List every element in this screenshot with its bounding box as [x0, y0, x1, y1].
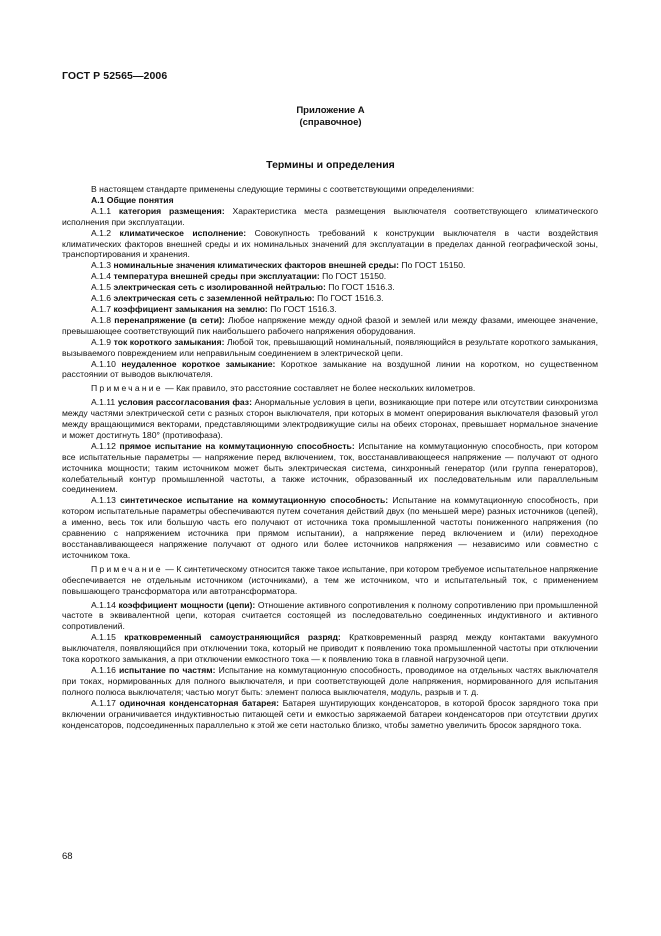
term-number: А.1.1 [91, 205, 112, 216]
term-name: одиночная конденсаторная батарея: [119, 697, 280, 708]
term-paragraph [62, 698, 598, 731]
term-definition: По ГОСТ 1516.3. [317, 293, 384, 304]
term-number: А.1.3 [91, 260, 112, 271]
term-paragraph [62, 495, 598, 560]
term-number: А.1.15 [91, 632, 116, 643]
subsection-heading: А.1 Общие понятия [91, 194, 174, 205]
terms-group-1 [62, 206, 598, 381]
term-name: испытание по частям: [119, 664, 216, 675]
appendix-subtitle: (справочное) [299, 117, 362, 128]
term-name: климатическое исполнение: [119, 227, 247, 238]
terms-group-2 [62, 397, 598, 561]
term-name: электрическая сеть с изолированной нейтралью: [113, 282, 326, 293]
section-title: Термины и определения [266, 159, 395, 171]
term-name: синтетическое испытание на коммутационную способность: [120, 495, 389, 506]
term-number: А.1.10 [91, 358, 116, 369]
term-definition: Анормальные условия в цепи, возникающие при потере или отсутствии синхронизма между частями электрической сети с разных сторон выключателя, при которых в момент оперирования выключателя фазовый угол между вращающимися векторами, представляющими электродвижущие силы на обеих сторонах, превышает нормальное значение и может достигнуть 180° (противофаза). [62, 397, 599, 440]
term-name: ток короткого замыкания: [113, 336, 225, 347]
term-name: категория размещения: [118, 205, 225, 216]
term-number: А.1.8 [91, 314, 112, 325]
term-paragraph [62, 260, 598, 271]
term-definition: По ГОСТ 15150. [322, 271, 387, 282]
appendix-title: Приложение А [296, 105, 365, 116]
term-definition: Любое напряжение между одной фазой и землей или между фазами, имеющее значение, превышающее соответствующий пик наибольшего рабочего напряжения оборудования. [62, 314, 599, 336]
term-definition: По ГОСТ 1516.3. [328, 282, 395, 293]
term-definition: Любой ток, превышающий номинальный, появляющийся в результате короткого замыкания, вызываемого повреждением или неправильным соединением в электрической цепи. [62, 336, 598, 358]
document-code: ГОСТ Р 52565—2006 [62, 70, 168, 82]
term-paragraph [62, 359, 598, 381]
term-name: номинальные значения климатических факторов внешней среды: [113, 260, 400, 271]
page-number: 68 [62, 851, 73, 862]
term-paragraph [62, 282, 598, 293]
term-number: А.1.7 [91, 303, 112, 314]
term-paragraph [62, 293, 598, 304]
term-paragraph [62, 600, 598, 633]
note-paragraph-1 [62, 383, 598, 394]
term-name: электрическая сеть с заземленной нейтралью: [113, 293, 315, 304]
term-definition: Батарея шунтирующих конденсаторов, в которой бросок зарядного тока при включении ограничивается индуктивностью питающей сети и емкостью заряжаемой батареи конденсаторов при отсутствии других конденсаторов, подсоединенных параллельно к этой же сети настолько близко, чтобы заметно увеличить бросок зарядного тока. [62, 697, 599, 730]
term-number: А.1.16 [91, 664, 116, 675]
term-paragraph [62, 632, 598, 665]
term-name: перенапряжение (в сети): [114, 314, 225, 325]
note-text: — К синтетическому относится также такое испытание, при котором требуемое испытательное напряжение обеспечивается не отдельным источником (источниками), а тем же источником, что и испытательный ток, с применением повышающего трансформатора или автотрансформатора. [62, 563, 598, 596]
term-number: А.1.11 [91, 397, 116, 408]
intro-paragraph: В настоящем стандарте применены следующие термины с соответствующими определениями: [91, 184, 475, 194]
term-paragraph [62, 337, 598, 359]
term-number: А.1.12 [91, 440, 116, 451]
term-paragraph [62, 665, 598, 698]
term-paragraph [62, 304, 598, 315]
term-paragraph [62, 271, 598, 282]
term-paragraph [62, 206, 598, 228]
term-paragraph [62, 228, 598, 261]
term-name: неудаленное короткое замыкание: [121, 358, 276, 369]
term-name: кратковременный самоустраняющийся разряд: [124, 632, 341, 643]
document-body [62, 184, 598, 730]
term-name: коэффициент мощности (цепи): [118, 599, 256, 610]
term-paragraph [62, 441, 598, 496]
term-number: А.1.9 [91, 336, 112, 347]
term-definition: По ГОСТ 1516.3. [270, 303, 337, 314]
term-number: А.1.4 [91, 271, 112, 282]
term-definition: Отношение активного сопротивления к полному сопротивлению при промышленной частоте в эквивалентной цепи, которая считается состоящей из последовательно соединенных индуктивного и активного сопротивлений. [62, 599, 598, 632]
term-definition: Короткое замыкание на воздушной линии на коротком, но существенном расстоянии от выводов выключателя. [62, 358, 598, 380]
note-label: Примечание [91, 383, 163, 394]
term-definition: Кратковременный разряд между контактами вакуумного выключателя, появляющийся при отключении тока, который не приводит к появлению тока промышленной частоты при отключении тока короткого замыкания, а при отключении емкостного тока — к появлению тока в главной нагрузочной цепи. [62, 632, 599, 665]
term-definition: По ГОСТ 15150. [401, 260, 466, 271]
note-paragraph-2 [62, 564, 598, 597]
term-name: температура внешней среды при эксплуатации: [113, 271, 320, 282]
term-number: А.1.6 [91, 293, 112, 304]
note-label: Примечание [91, 563, 163, 574]
term-name: условия рассогласования фаз: [117, 397, 252, 408]
term-paragraph [62, 315, 598, 337]
term-definition: Испытание на коммутационную способность, при котором все испытательные параметры — напряжение перед включением, ток, восстанавливающееся напряжение — получают от одного источника мощности; таким источником может быть электрическая система, синхронный генератор (или группа генераторов), колебательный контур промышленной частоты, а также источник, образованный их последовательным или параллельным соединением. [62, 440, 599, 495]
term-name: коэффициент замыкания на землю: [113, 303, 268, 314]
term-number: А.1.13 [91, 495, 116, 506]
term-name: прямое испытание на коммутационную способность: [119, 440, 355, 451]
term-definition: Характеристика места размещения выключателя соответствующего климатического исполнения при эксплуатации. [62, 205, 598, 227]
term-number: А.1.2 [91, 227, 112, 238]
appendix-heading [0, 105, 661, 129]
term-number: А.1.14 [91, 599, 116, 610]
term-definition: Испытание на коммутационную способность, при котором испытательные параметры обеспечиваются путем сочетания действий двух (по меньшей мере) разных источников (цепей), а именно, весь ток или большую часть его получают от источника тока промышленной частоты пониженного напряжения (по сравнению с напряжением источника при прямом испытании), а напряжение перед включением и (или) переходное восстанавливающееся напряжение получают от одного или более источников напряжения — независимо или совместно с источником тока. [62, 495, 599, 560]
term-paragraph [62, 397, 598, 441]
term-number: А.1.17 [91, 697, 116, 708]
terms-group-3 [62, 600, 598, 731]
term-definition: Испытание на коммутационную способность, проводимое на отдельных частях выключателя при токах, нормированных для полного выключателя, и при соответствующей доле напряжения, нормированного для испытания полного полюса выключателя; частью могут быть: элемент полюса выключателя, модуль, разрыв и т. д. [62, 664, 599, 697]
term-definition: Совокупность требований к конструкции выключателя в части воздействия климатических факторов внешней среды и их номинальных значений для эксплуатации в пределах данной географической зоны, транспортирования и хранения. [62, 227, 598, 260]
note-text: — Как правило, это расстояние составляет не более нескольких километров. [162, 383, 476, 394]
term-number: А.1.5 [91, 282, 112, 293]
